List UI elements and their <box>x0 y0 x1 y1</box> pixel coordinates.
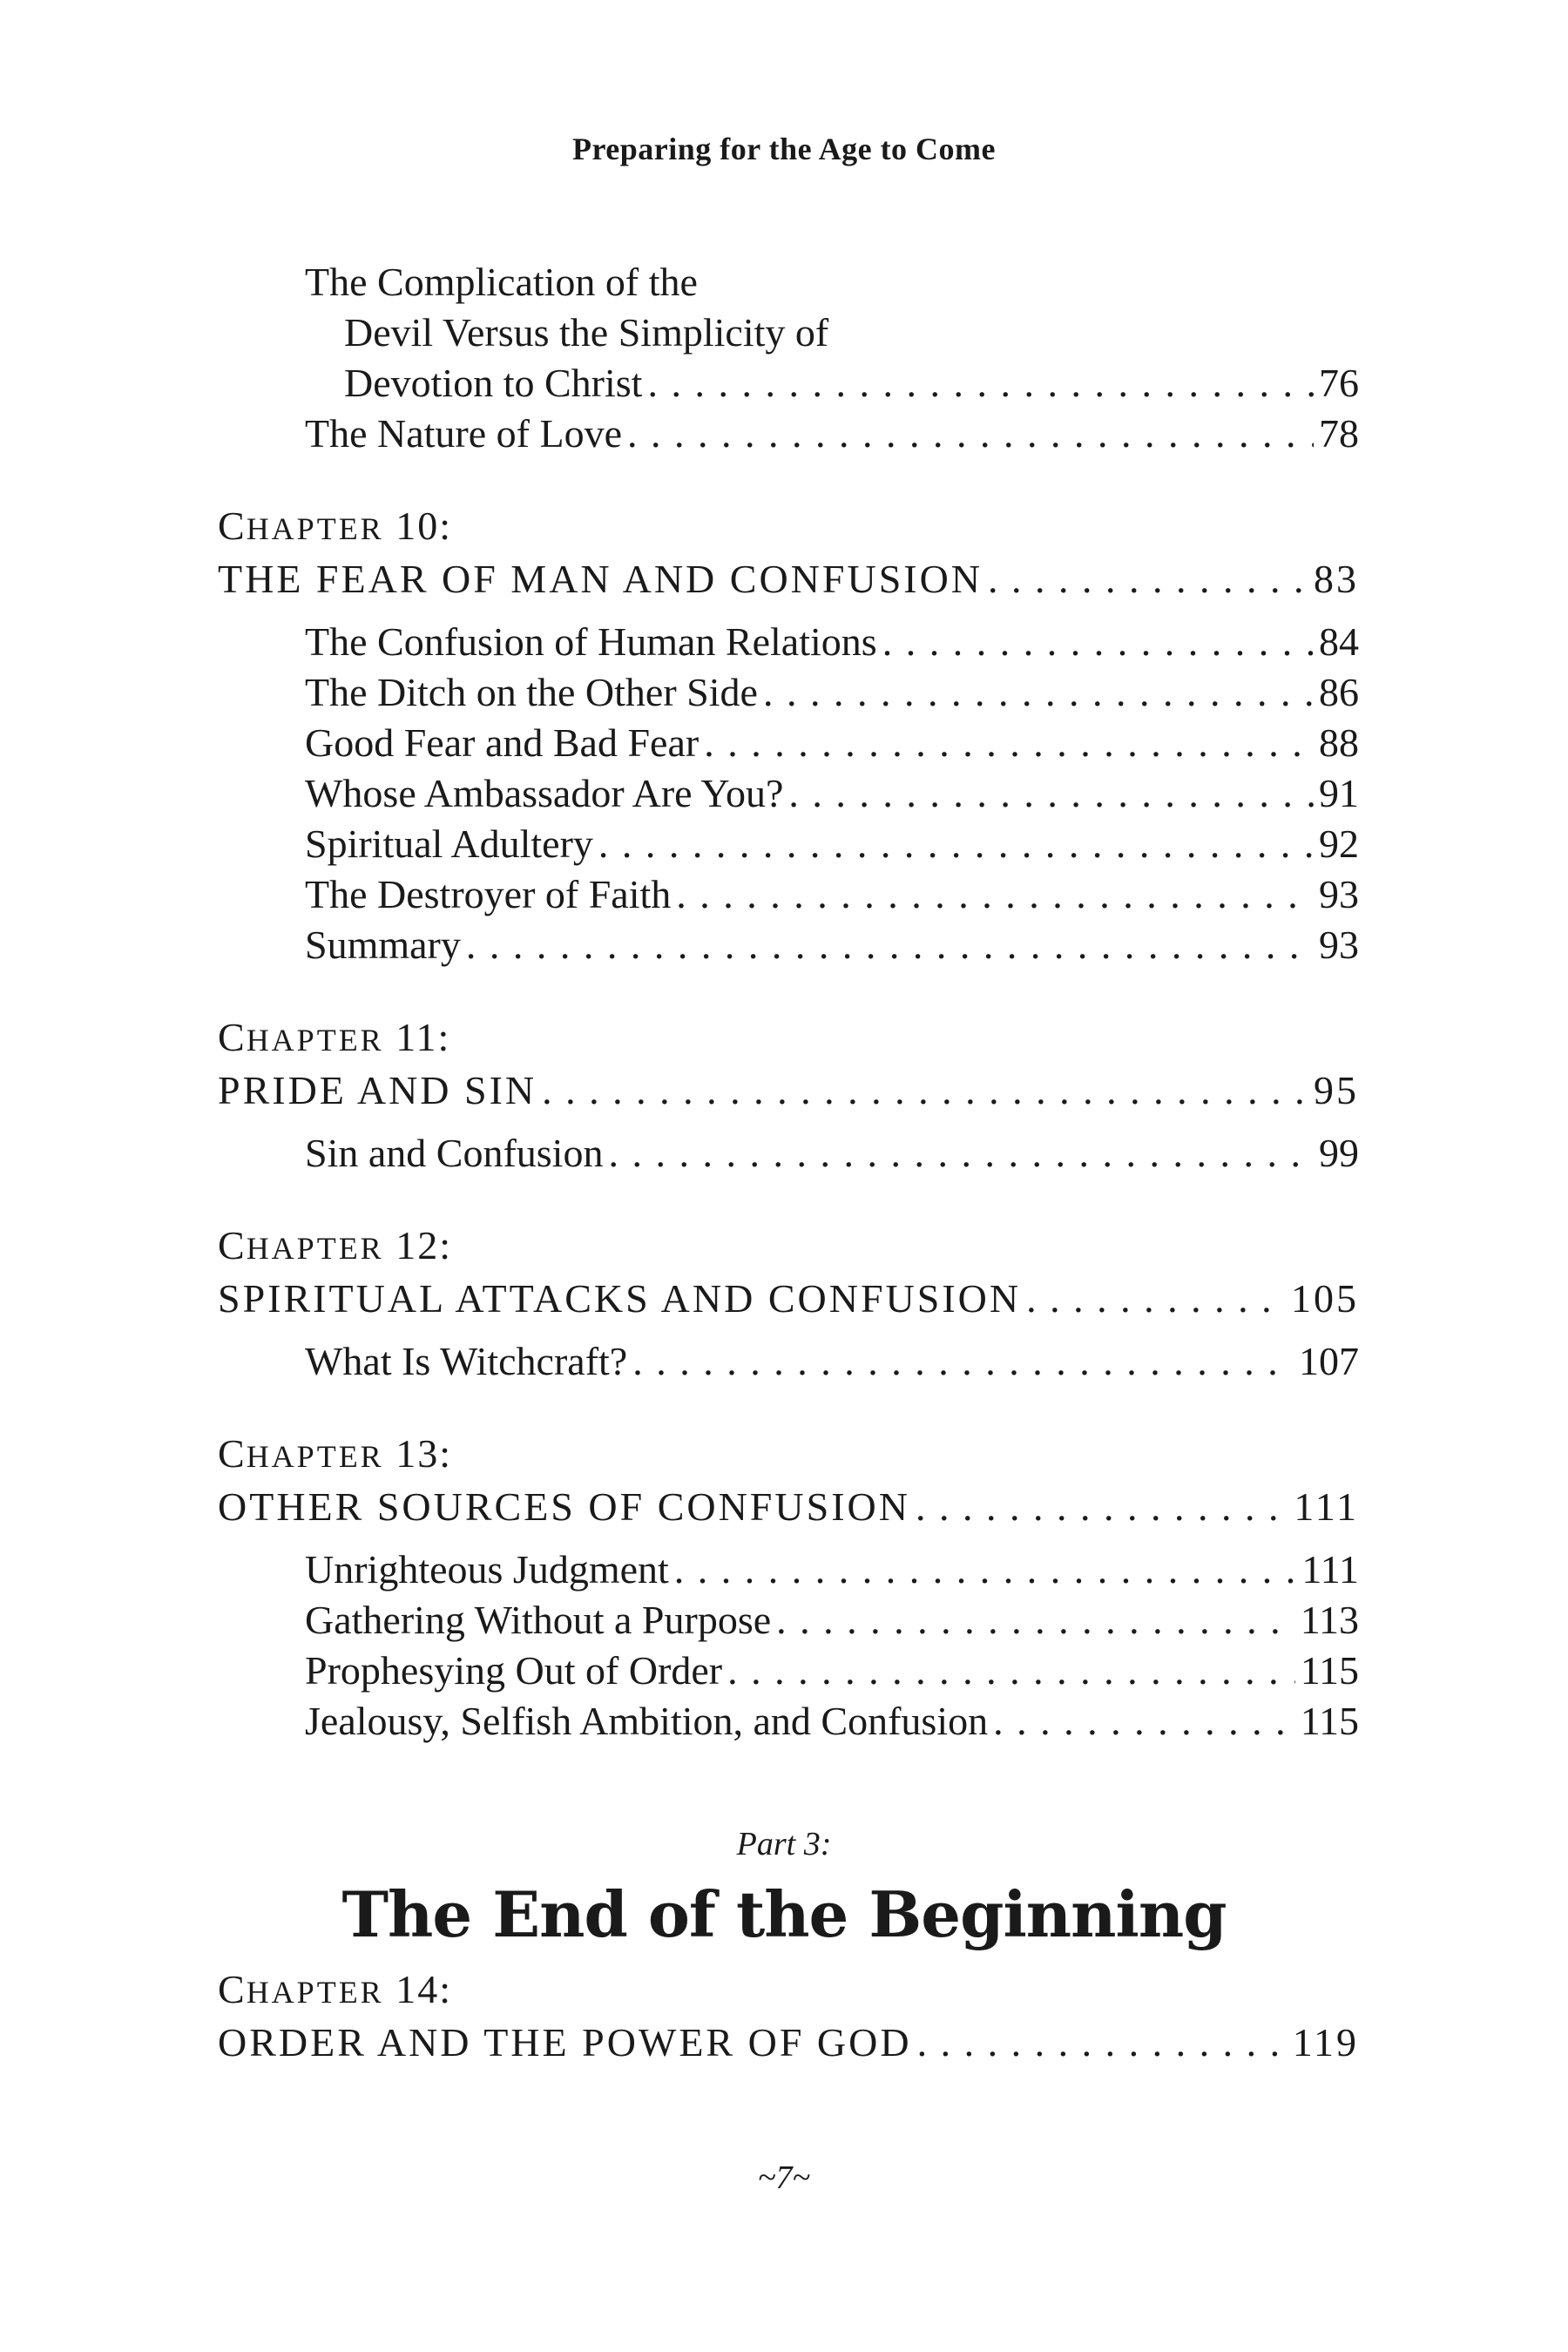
section-title: The Confusion of Human Relations <box>305 619 877 664</box>
toc-page-number: 115 <box>1300 1699 1359 1743</box>
dot-leader <box>916 1482 1288 1532</box>
part-title: The End of the Beginning <box>341 1877 1227 1951</box>
toc-page-number: 93 <box>1319 923 1359 967</box>
dot-leader <box>988 554 1308 605</box>
toc-section[interactable] <box>218 1128 1359 1179</box>
dot-leader <box>788 768 1314 819</box>
chapter-label: CHAPTER 11: <box>218 1015 451 1059</box>
section-title: Jealousy, Selfish Ambition, and Confusion <box>305 1699 989 1743</box>
toc-page-number: 78 <box>1319 411 1359 456</box>
toc-chapter-10[interactable] <box>218 554 1359 605</box>
toc-entry-title: The Nature of Love <box>305 411 623 456</box>
toc-page-number: 105 <box>1291 1276 1359 1321</box>
section-title: Unrighteous Judgment <box>305 1547 669 1592</box>
toc-page-number: 88 <box>1319 720 1359 765</box>
part-3-chapters <box>218 1964 1359 2080</box>
toc-page-number: 111 <box>1294 1484 1359 1529</box>
dot-leader <box>542 1065 1308 1116</box>
dot-leader <box>466 920 1314 970</box>
toc-page-number: 92 <box>1319 821 1359 866</box>
section-title: The Ditch on the Other Side <box>305 670 758 714</box>
toc-chapter-14[interactable] <box>218 2017 1359 2068</box>
chapter-title: PRIDE AND SIN <box>218 1068 537 1112</box>
chapter-label: CHAPTER 12: <box>218 1223 452 1267</box>
section-title: Sin and Confusion <box>305 1131 604 1175</box>
dot-leader <box>776 1595 1295 1646</box>
toc-page-number: 83 <box>1314 557 1359 601</box>
toc-entry-line: The Complication of the <box>305 260 698 304</box>
dot-leader <box>598 819 1314 869</box>
toc-page-number: 99 <box>1319 1131 1359 1175</box>
dot-leader <box>763 667 1314 718</box>
dot-leader <box>632 1336 1294 1387</box>
chapter-title: SPIRITUAL ATTACKS AND CONFUSION <box>218 1276 1022 1321</box>
dot-leader <box>608 1128 1314 1179</box>
section-title: What Is Witchcraft? <box>305 1339 628 1383</box>
toc-page-number: 107 <box>1299 1339 1359 1383</box>
chapter-label: CHAPTER 13: <box>218 1431 452 1476</box>
toc-section[interactable] <box>218 819 1359 869</box>
toc-section[interactable] <box>218 1646 1359 1696</box>
toc-page-number: 111 <box>1301 1547 1359 1592</box>
toc-section[interactable] <box>218 768 1359 819</box>
part-label: Part 3: <box>736 1826 832 1862</box>
chapter-label: CHAPTER 10: <box>218 504 452 548</box>
section-title: Good Fear and Bad Fear <box>305 720 700 765</box>
toc-section[interactable] <box>218 869 1359 920</box>
dot-leader <box>1026 1274 1286 1324</box>
dot-leader <box>647 358 1314 409</box>
page-number-footer: ~7~ <box>757 2159 811 2196</box>
toc-entry-nature-of-love[interactable] <box>218 409 1359 459</box>
chapter-title: THE FEAR OF MAN AND CONFUSION <box>218 557 983 601</box>
dot-leader <box>917 2017 1288 2068</box>
section-title: Prophesying Out of Order <box>305 1648 723 1693</box>
section-title: Whose Ambassador Are You? <box>305 771 784 815</box>
toc-page-number: 84 <box>1319 619 1359 664</box>
toc-section[interactable] <box>218 617 1359 667</box>
toc-entry-line: Devotion to Christ <box>344 361 643 405</box>
toc-chapter-13[interactable] <box>218 1482 1359 1532</box>
dot-leader <box>727 1646 1295 1696</box>
section-title: Spiritual Adultery <box>305 821 593 866</box>
toc-page-number: 86 <box>1319 670 1359 714</box>
running-head: Preparing for the Age to Come <box>571 132 997 166</box>
chapter-label: CHAPTER 14: <box>218 1967 452 2011</box>
chapter-title: ORDER AND THE POWER OF GOD <box>218 2020 912 2065</box>
dot-leader <box>676 869 1314 920</box>
table-of-contents <box>218 257 1359 1747</box>
toc-page-number: 95 <box>1314 1068 1359 1112</box>
section-title: The Destroyer of Faith <box>305 872 672 916</box>
section-title: Gathering Without a Purpose <box>305 1598 772 1642</box>
toc-page-number: 113 <box>1300 1598 1359 1642</box>
toc-entry-line: Devil Versus the Simplicity of <box>344 310 829 355</box>
toc-section[interactable] <box>218 1696 1359 1747</box>
toc-section[interactable] <box>218 1336 1359 1387</box>
toc-section[interactable] <box>218 1595 1359 1646</box>
chapter-title: OTHER SOURCES OF CONFUSION <box>218 1484 910 1529</box>
toc-section[interactable] <box>218 920 1359 970</box>
dot-leader <box>674 1544 1297 1595</box>
toc-section[interactable] <box>218 718 1359 768</box>
toc-page-number: 93 <box>1319 872 1359 916</box>
dot-leader <box>704 718 1314 768</box>
toc-section[interactable] <box>218 667 1359 718</box>
section-title: Summary <box>305 923 461 967</box>
dot-leader <box>993 1696 1295 1747</box>
toc-page-number: 119 <box>1292 2020 1359 2065</box>
toc-page-number: 76 <box>1319 361 1359 405</box>
toc-section[interactable] <box>218 1544 1359 1595</box>
dot-leader <box>882 617 1314 667</box>
toc-page-number: 115 <box>1300 1648 1359 1693</box>
dot-leader <box>627 409 1314 459</box>
toc-entry-complication[interactable] <box>218 257 1359 409</box>
toc-chapter-12[interactable] <box>218 1274 1359 1324</box>
toc-chapter-11[interactable] <box>218 1065 1359 1116</box>
toc-page-number: 91 <box>1319 771 1359 815</box>
